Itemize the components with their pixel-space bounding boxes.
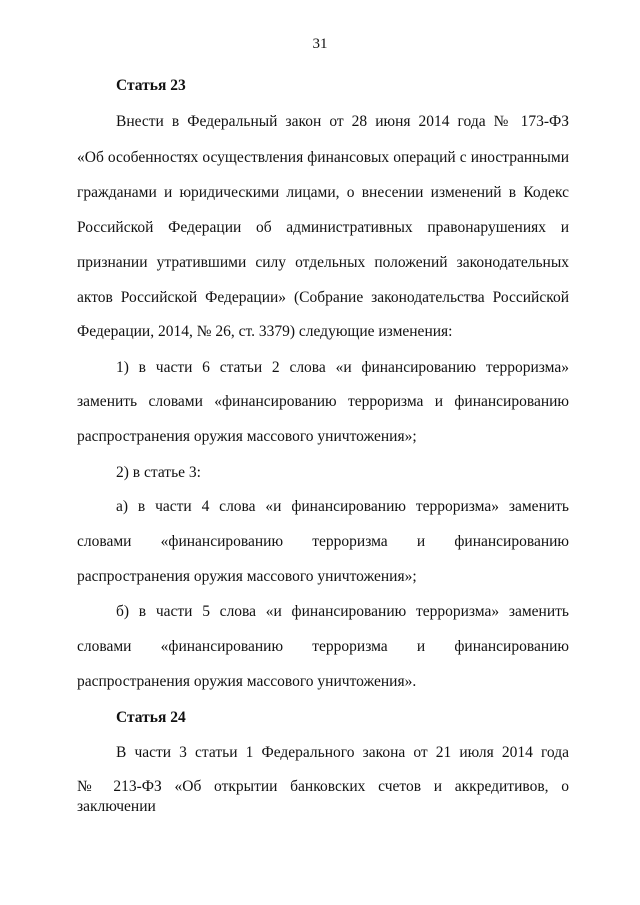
article-24-heading: Статья 24 xyxy=(116,709,186,726)
article-23-line: словами «финансированию терроризма и финансированию xyxy=(77,533,569,550)
article-23-line: словами «финансированию терроризма и финансированию xyxy=(77,638,569,655)
article-23-line: б) в части 5 слова «и финансированию терроризма» заменить xyxy=(116,603,569,620)
article-23-line: распространения оружия массового уничтожения»; xyxy=(77,428,417,445)
article-23-line: распространения оружия массового уничтожения»; xyxy=(77,568,417,585)
article-23-line: распространения оружия массового уничтожения». xyxy=(77,673,417,690)
article-23-line: актов Российской Федерации» (Собрание законодательства Российской xyxy=(77,289,569,306)
article-23-heading: Статья 23 xyxy=(116,77,186,94)
page-number: 31 xyxy=(312,36,328,52)
article-23-line: 2) в статье 3: xyxy=(116,464,201,481)
article-23-line: Российской Федерации об административных правонарушениях и xyxy=(77,219,569,236)
article-24-line: № 213-ФЗ «Об открытии банковских счетов и аккредитивов, о заключении xyxy=(77,778,569,815)
article-23-line: гражданами и юридическими лицами, о внесении изменений в Кодекс xyxy=(77,184,569,201)
article-23-line: 1) в части 6 статьи 2 слова «и финансированию терроризма» xyxy=(116,359,569,376)
article-24-line: В части 3 статьи 1 Федерального закона от 21 июля 2014 года xyxy=(116,744,569,761)
article-23-line: Внести в Федеральный закон от 28 июня 2014 года № 173-ФЗ xyxy=(116,113,569,130)
article-23-line: а) в части 4 слова «и финансированию терроризма» заменить xyxy=(116,498,569,515)
article-23-line: заменить словами «финансированию терроризма и финансированию xyxy=(77,393,569,410)
article-23-line: Федерации, 2014, № 26, ст. 3379) следующие изменения: xyxy=(77,323,453,340)
article-23-line: «Об особенностях осуществления финансовых операций с иностранными xyxy=(77,149,569,166)
article-23-line: признании утратившими силу отдельных положений законодательных xyxy=(77,254,569,271)
